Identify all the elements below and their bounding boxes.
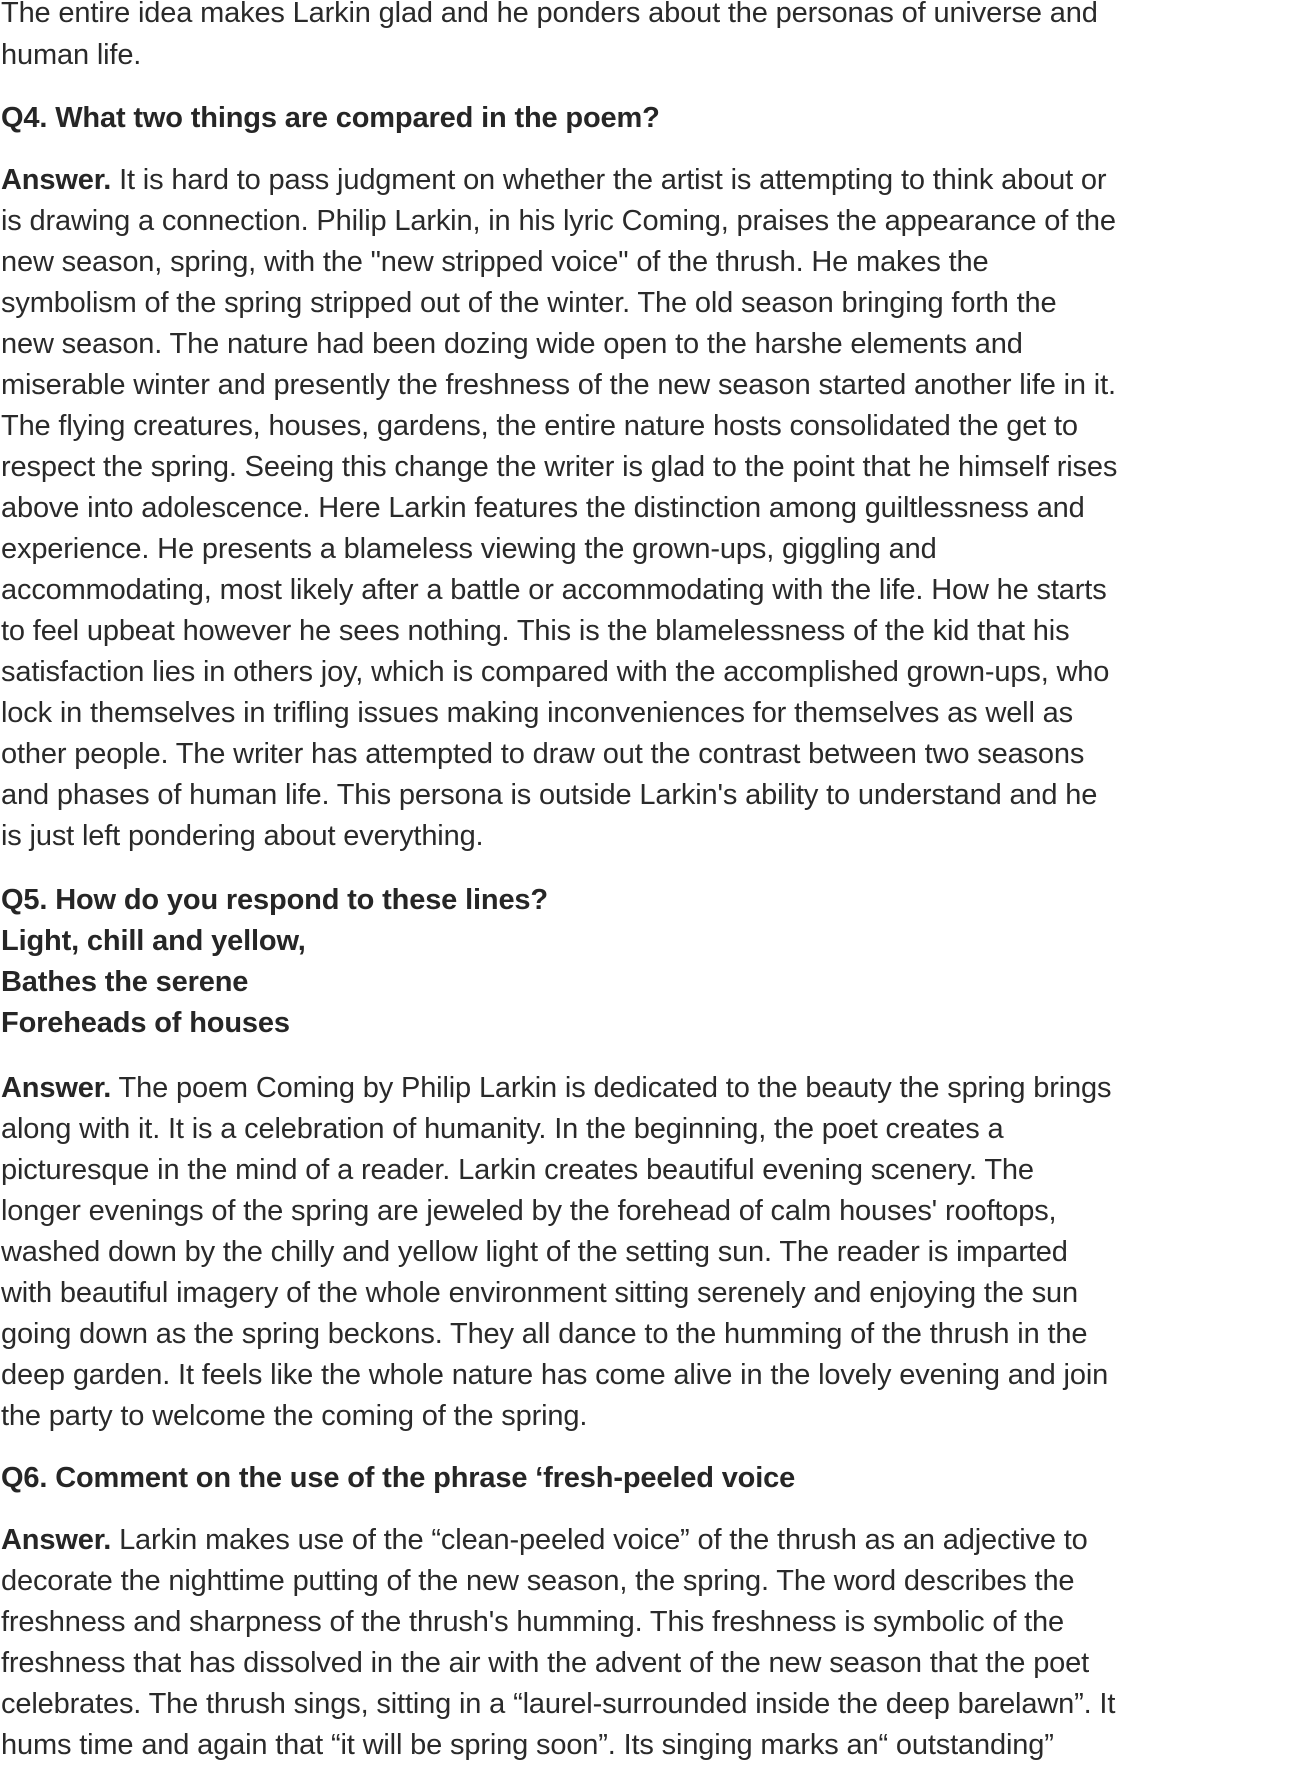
text-line: with beautiful imagery of the whole environment sitting serenely and enjoying the sun xyxy=(1,1277,1079,1309)
text-line: respect the spring. Seeing this change the writer is glad to the point that he himself rises xyxy=(1,451,1118,483)
text-line: picturesque in the mind of a reader. Larkin creates beautiful evening scenery. The xyxy=(1,1154,1034,1186)
text-line: accommodating, most likely after a battle or accommodating with the life. How he starts xyxy=(1,574,1107,606)
text-line: to feel upbeat however he sees nothing. This is the blamelessness of the kid that his xyxy=(1,615,1070,647)
text-line: is drawing a connection. Philip Larkin, in his lyric Coming, praises the appearance of the xyxy=(1,205,1116,237)
text-line: The flying creatures, houses, gardens, the entire nature hosts consolidated the get to xyxy=(1,410,1078,442)
text-line: The entire idea makes Larkin glad and he ponders about the personas of universe and xyxy=(1,0,1098,29)
text-line: longer evenings of the spring are jeweled by the forehead of calm houses' rooftops, xyxy=(1,1195,1057,1227)
text-line: the party to welcome the coming of the spring. xyxy=(1,1400,588,1432)
text-line: lock in themselves in trifling issues making inconveniences for themselves as well as xyxy=(1,697,1074,729)
text-line: celebrates. The thrush sings, sitting in a “laurel-surrounded inside the deep barelawn”. It xyxy=(1,1688,1116,1720)
text-line: new season. The nature had been dozing wide open to the harshe elements and xyxy=(1,328,1023,360)
text-line: other people. The writer has attempted to draw out the contrast between two seasons xyxy=(1,738,1085,770)
text-line: experience. He presents a blameless viewing the grown-ups, giggling and xyxy=(1,533,937,565)
text-line: hums time and again that “it will be spring soon”. Its singing marks an“ outstanding” xyxy=(1,1729,1054,1761)
quoted-poem-line: Bathes the serene xyxy=(1,966,249,998)
text-line: freshness and sharpness of the thrush's humming. This freshness is symbolic of the xyxy=(1,1606,1064,1638)
text-line: new season, spring, with the "new stripped voice" of the thrush. He makes the xyxy=(1,246,989,278)
quoted-poem-line: Foreheads of houses xyxy=(1,1007,290,1039)
answer-label: Answer. xyxy=(1,164,112,196)
question-heading-q6: Q6. Comment on the use of the phrase ‘fresh-peeled voice xyxy=(1,1462,796,1494)
text-line: above into adolescence. Here Larkin features the distinction among guiltlessness and xyxy=(1,492,1085,524)
text-line: freshness that has dissolved in the air with the advent of the new season that the poet xyxy=(1,1647,1090,1679)
text-line: human life. xyxy=(1,39,142,71)
text-line: and phases of human life. This persona is outside Larkin's ability to understand and he xyxy=(1,779,1098,811)
question-line: Q5. How do you respond to these lines? xyxy=(1,884,548,916)
text-line: deep garden. It feels like the whole nature has come alive in the lovely evening and join xyxy=(1,1359,1109,1391)
text-line: going down as the spring beckons. They all dance to the humming of the thrush in the xyxy=(1,1318,1088,1350)
answer-label: Answer. xyxy=(1,1072,112,1104)
question-heading-q4: Q4. What two things are compared in the poem? xyxy=(1,102,660,134)
text-line: decorate the nighttime putting of the new season, the spring. The word describes the xyxy=(1,1565,1075,1597)
answer-label: Answer. xyxy=(1,1524,112,1556)
text-line: symbolism of the spring stripped out of the winter. The old season bringing forth the xyxy=(1,287,1057,319)
text-line: Answer. It is hard to pass judgment on whether the artist is attempting to think about or xyxy=(1,164,1107,196)
text-line: Answer. The poem Coming by Philip Larkin is dedicated to the beauty the spring brings xyxy=(1,1072,1112,1104)
text-line: satisfaction lies in others joy, which is compared with the accomplished grown-ups, who xyxy=(1,656,1110,688)
quoted-poem-line: Light, chill and yellow, xyxy=(1,925,306,957)
text-line: washed down by the chilly and yellow light of the setting sun. The reader is imparted xyxy=(1,1236,1068,1268)
text-line: Answer. Larkin makes use of the “clean-peeled voice” of the thrush as an adjective to xyxy=(1,1524,1088,1556)
text-line: miserable winter and presently the freshness of the new season started another life in it. xyxy=(1,369,1116,401)
text-line: along with it. It is a celebration of humanity. In the beginning, the poet creates a xyxy=(1,1113,1004,1145)
text-line: is just left pondering about everything. xyxy=(1,820,484,852)
